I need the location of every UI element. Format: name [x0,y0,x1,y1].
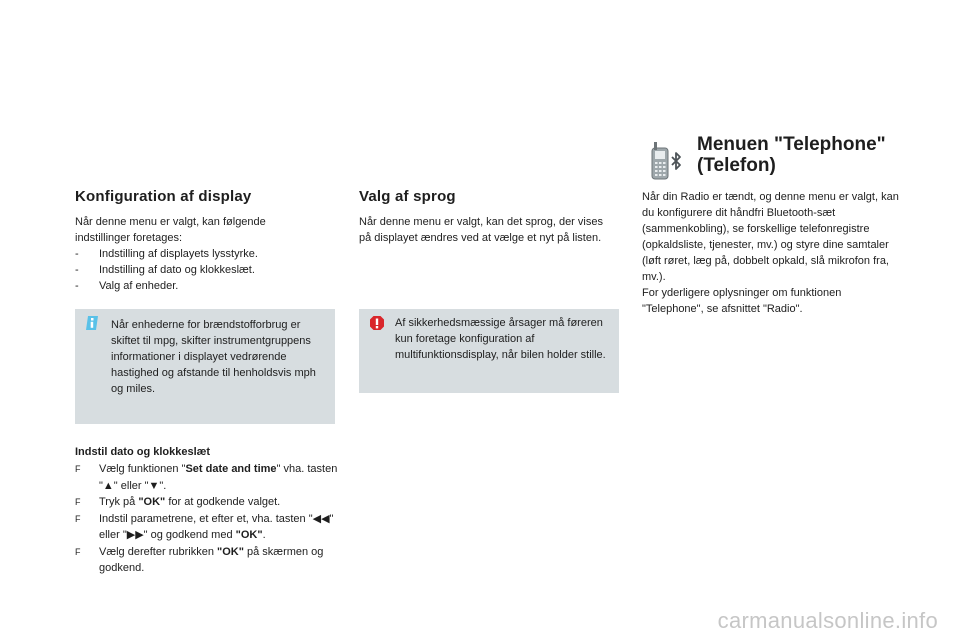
display-config-item [75,278,335,294]
step-bullet: F [75,546,81,557]
step-text-part: Indstil parametrene, et efter et, vha. tasten "◀◀" eller "▶▶" og godkend med [99,512,334,541]
display-config-item [75,246,335,262]
step-item [75,544,345,577]
info-icon [85,315,99,331]
safety-warning-note [359,309,619,393]
step-emphasis: "OK" [217,545,244,558]
units-info-note [75,309,335,424]
units-info-text: Når enhederne for brændstofforbrug er skiftet til mpg, skifter instrumentgruppens informationer i displayet vedrørende hastighed og afstande til henholdsvis mph og miles. [111,319,316,395]
list-dash: - [75,264,79,276]
list-item-text: Valg af enheder. [99,280,179,292]
warning-icon [369,315,383,331]
watermark: carmanualsonline.info [717,608,938,633]
date-time-steps [75,461,345,577]
step-emphasis: Set date and time [185,463,277,475]
step-text-part: Tryk på [99,496,139,508]
display-config-intro: Når denne menu er valgt, kan følgende indstillinger foretages: [75,216,266,244]
display-config-list [75,246,335,294]
step-text-part: " vha. tasten "▲" eller "▼". [99,463,338,492]
step-text-part: for at godkende valget. [165,496,281,508]
step-text [99,511,345,544]
date-time-heading: Indstil dato og klokkeslæt [75,446,211,458]
step-item [75,461,345,494]
step-bullet: F [75,464,81,474]
list-item-text: Indstilling af dato og klokkeslæt. [99,264,255,276]
language-heading: Valg af sprog [359,188,456,205]
column-telephone [642,189,900,317]
safety-warning-text: Af sikkerhedsmæssige årsager må føreren kun foretage konfiguration af multifunktionsdisplay, når bilen holder stille. [395,317,606,361]
step-text [99,544,345,577]
list-dash: - [75,280,79,292]
step-emphasis: "OK" [138,496,166,508]
step-text [99,494,280,511]
step-text-part: Vælg funktionen " [99,463,186,475]
telephone-text: Når din Radio er tændt, og denne menu er valgt, kan du konfigurere dit håndfri Bluetooth-sæt (sammenkobling), se forskellige telefonregistre (opkaldsliste, tjenester, mv.) og styre dine samtaler (løft røret, læg på, dobbelt opkald, slå mikrofon fra, mv.). [642,191,899,283]
display-config-heading: Konfiguration af display [75,188,252,205]
list-dash: - [75,248,79,260]
list-item-text: Indstilling af displayets lysstyrke. [99,248,258,260]
column-display-config [75,188,335,294]
step-text-part: på skærmen og godkend. [99,545,324,574]
step-item [75,511,345,544]
step-bullet: F [75,513,81,524]
step-emphasis: "OK" [235,529,263,541]
telephone-title-line1: Menuen "Telephone" [697,134,886,155]
telephone-title-line2: (Telefon) [697,155,776,176]
step-text [99,461,345,494]
display-config-item [75,262,335,278]
column-language [359,188,619,246]
bluetooth-phone-icon [649,140,685,180]
telephone-menu-title [697,134,886,176]
step-text-part: Vælg derefter rubrikken [99,545,217,558]
telephone-more-info: For yderligere oplysninger om funktionen "Telephone", se afsnittet "Radio". [642,287,842,315]
date-time-section [75,445,345,577]
language-text: Når denne menu er valgt, kan det sprog, der vises på displayet ændres ved at vælge et nyt på listen. [359,216,603,244]
step-bullet: F [75,497,81,507]
step-text-part: . [262,529,266,541]
step-item [75,494,345,511]
